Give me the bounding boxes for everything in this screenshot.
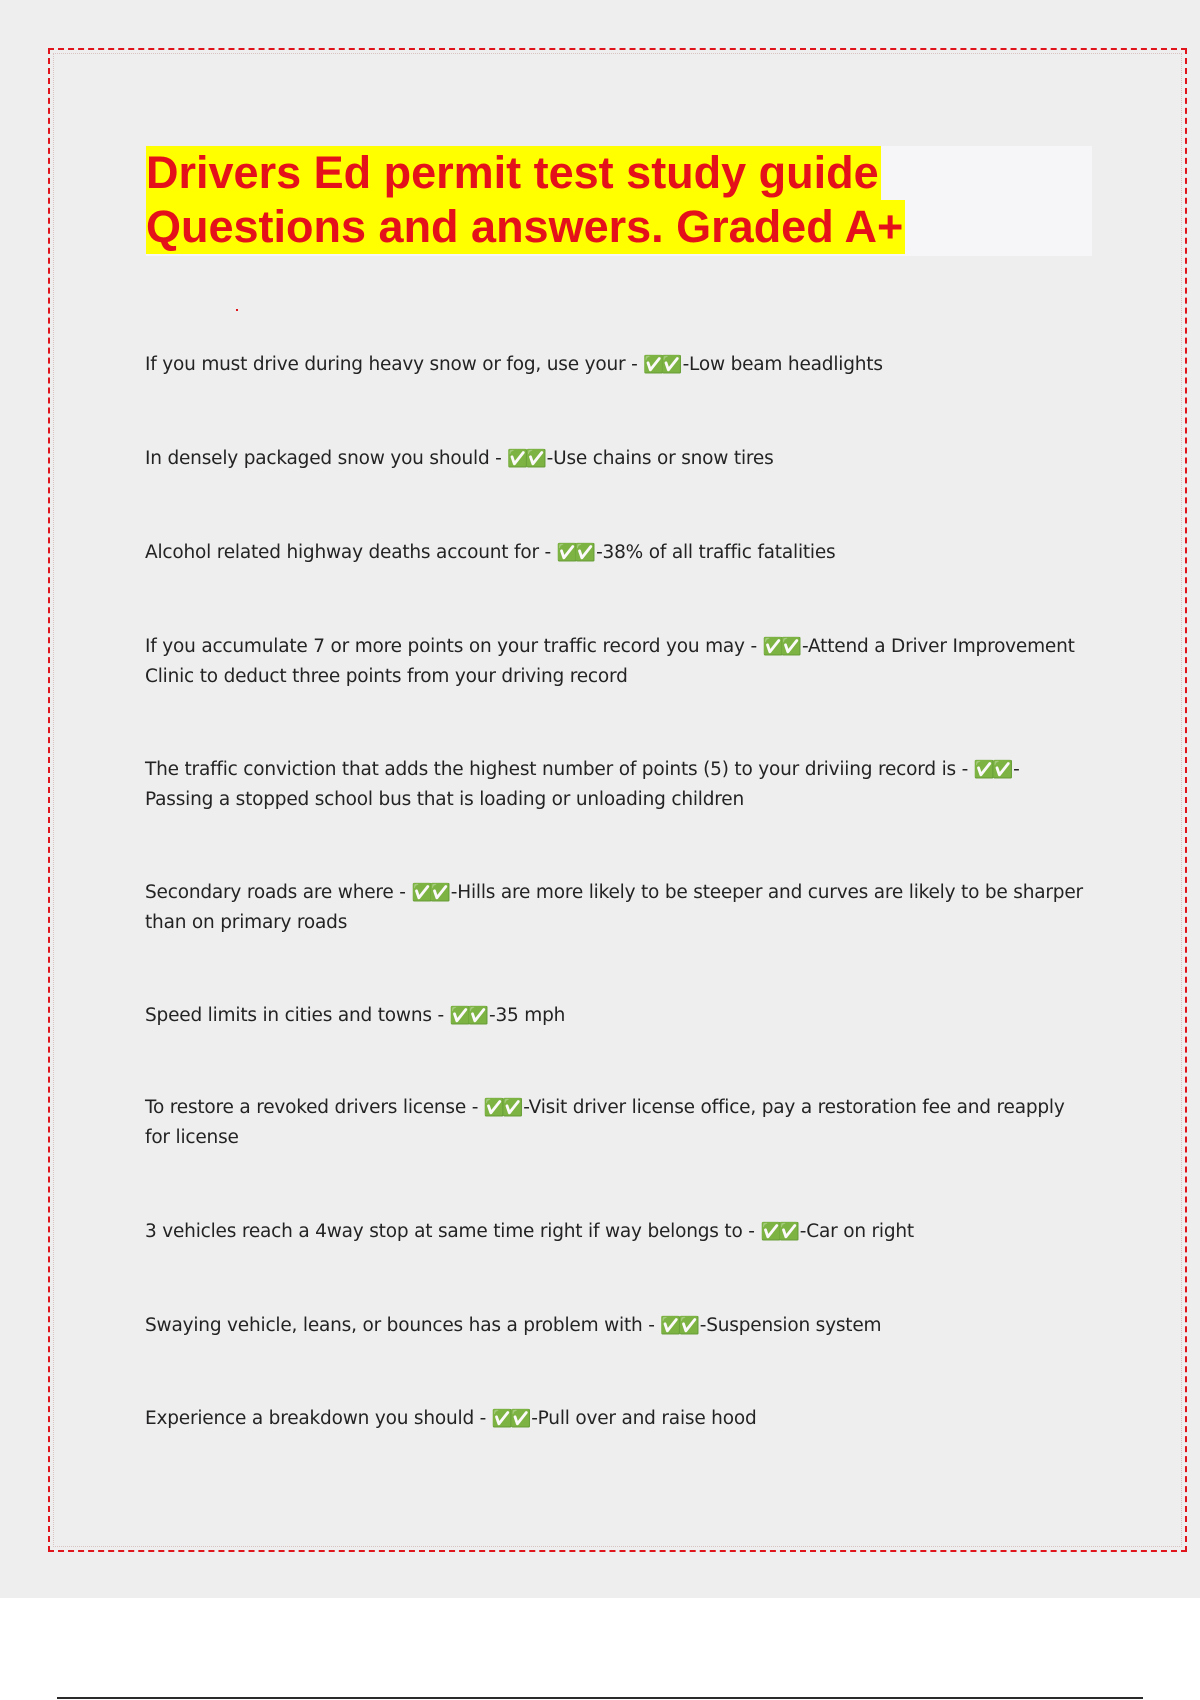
- answer-text: -35 mph: [488, 1005, 566, 1026]
- double-check-icon: ✅✅: [643, 355, 680, 375]
- qa-item: [145, 1001, 1085, 1031]
- qa-item: [145, 632, 1085, 691]
- question-text: If you accumulate 7 or more points on your traffic record you may -: [145, 636, 763, 657]
- double-check-icon: ✅✅: [483, 1098, 521, 1118]
- double-check-icon: ✅✅: [507, 449, 544, 469]
- question-text: Speed limits in cities and towns -: [145, 1005, 450, 1026]
- question-text: Experience a breakdown you should -: [145, 1408, 492, 1429]
- question-text: If you must drive during heavy snow or fog, use your -: [145, 354, 644, 375]
- answer-text: -Suspension system: [699, 1315, 882, 1336]
- question-text: Alcohol related highway deaths account for -: [145, 542, 557, 563]
- double-check-icon: ✅✅: [660, 1316, 697, 1336]
- qa-item: [145, 755, 1085, 814]
- double-check-icon: ✅✅: [760, 1222, 797, 1242]
- double-check-icon: ✅✅: [556, 543, 594, 563]
- double-check-icon: ✅✅: [491, 1409, 529, 1429]
- question-text: Secondary roads are where -: [145, 882, 412, 903]
- document-title: [146, 146, 905, 254]
- qa-item: [145, 1311, 1085, 1341]
- answer-text: -Passing a stopped school bus that is loading or unloading children: [145, 759, 1020, 810]
- qa-item: [145, 538, 1085, 568]
- answer-text: -Use chains or snow tires: [546, 448, 774, 469]
- footer-rule: [57, 1697, 1143, 1699]
- qa-item: [145, 444, 1085, 474]
- answer-text: -Visit driver license office, pay a restoration fee and reapply for license: [145, 1097, 1065, 1148]
- double-check-icon: ✅✅: [762, 637, 799, 657]
- title-line-1: Drivers Ed permit test study guide: [146, 147, 879, 198]
- stray-dot: [236, 309, 238, 311]
- question-text: 3 vehicles reach a 4way stop at same time right if way belongs to -: [145, 1221, 761, 1242]
- double-check-icon: ✅✅: [411, 883, 448, 903]
- qa-item: [145, 1404, 1085, 1434]
- answer-text: -Attend a Driver Improvement Clinic to deduct three points from your driving record: [145, 636, 1075, 687]
- question-text: In densely packaged snow you should -: [145, 448, 508, 469]
- qa-item: [145, 1093, 1085, 1152]
- answer-text: -Car on right: [799, 1221, 914, 1242]
- answer-text: -Low beam headlights: [682, 354, 883, 375]
- answer-text: -Hills are more likely to be steeper and curves are likely to be sharper than on primary roads: [145, 882, 1083, 933]
- question-text: To restore a revoked drivers license -: [145, 1097, 484, 1118]
- answer-text: -38% of all traffic fatalities: [596, 542, 836, 563]
- qa-item: [145, 878, 1085, 937]
- double-check-icon: ✅✅: [449, 1006, 486, 1026]
- qa-item: [145, 350, 1085, 380]
- question-text: The traffic conviction that adds the highest number of points (5) to your driviing record is -: [145, 759, 974, 780]
- double-check-icon: ✅✅: [973, 760, 1011, 780]
- answer-text: -Pull over and raise hood: [531, 1408, 757, 1429]
- title-line-2: Questions and answers. Graded A+: [146, 201, 904, 252]
- qa-item: [145, 1217, 1085, 1247]
- question-text: Swaying vehicle, leans, or bounces has a problem with -: [145, 1315, 661, 1336]
